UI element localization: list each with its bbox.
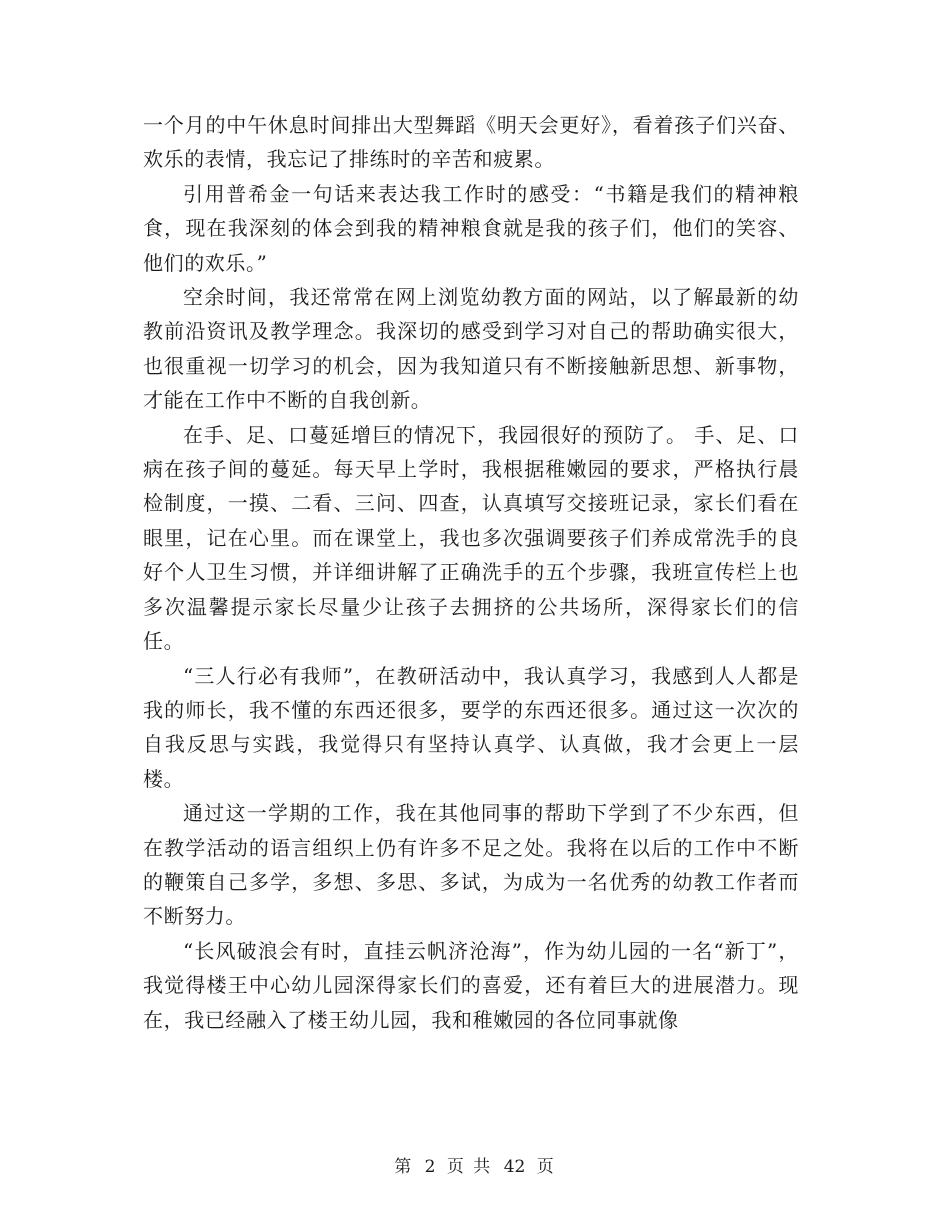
footer-page-number: 2 bbox=[424, 1157, 436, 1177]
document-body bbox=[143, 108, 799, 1037]
paragraph-2: 引用普希金一句话来表达我工作时的感受：“书籍是我们的精神粮食，现在我深刻的体会到我的精神粮食就是我的孩子们，他们的笑容、他们的欢乐。” bbox=[143, 181, 799, 275]
paragraph-7: “长风破浪会有时，直挂云帆济沧海”，作为幼儿园的一名“新丁”，我觉得楼王中心幼儿园深得家长们的喜爱，还有着巨大的进展潜力。现在，我已经融入了楼王幼儿园，我和稚嫩园的各位同事就像 bbox=[143, 938, 799, 1032]
paragraph-5: “三人行必有我师”，在教研活动中，我认真学习，我感到人人都是我的师长，我不懂的东西还很多，要学的东西还很多。通过这一次次的自我反思与实践，我觉得只有坚持认真学、认真做，我才会更上一层楼。 bbox=[143, 663, 799, 791]
footer-suffix: 页 bbox=[536, 1157, 556, 1177]
page-footer bbox=[0, 1152, 950, 1177]
paragraph-1: 一个月的中午休息时间排出大型舞蹈《明天会更好》，看着孩子们兴奋、欢乐的表情，我忘记了排练时的辛苦和疲累。 bbox=[143, 113, 799, 172]
footer-prefix: 第 bbox=[394, 1157, 414, 1177]
paragraph-3: 空余时间，我还常常在网上浏览幼教方面的网站，以了解最新的幼教前沿资讯及教学理念。我深切的感受到学习对自己的帮助确实很大，也很重视一切学习的机会，因为我知道只有不断接触新思想、新事物，才能在工作中不断的自我创新。 bbox=[143, 285, 799, 413]
paragraph-6: 通过这一学期的工作，我在其他同事的帮助下学到了不少东西，但在教学活动的语言组织上仍有许多不足之处。我将在以后的工作中不断的鞭策自己多学，多想、多思、多试，为成为一名优秀的幼教工作者而不断努力。 bbox=[143, 801, 799, 929]
footer-total-pages: 42 bbox=[503, 1157, 526, 1177]
paragraph-4: 在手、足、口蔓延增巨的情况下，我园很好的预防了。 手、足、口病在孩子间的蔓延。每天早上学时，我根据稚嫩园的要求，严格执行晨检制度，一摸、二看、三问、四查，认真填写交接班记录，家长们看在眼里，记在心里。而在课堂上，我也多次强调要孩子们养成常洗手的良好个人卫生习惯，并详细讲解了正确洗手的五个步骤，我班宣传栏上也多次温馨提示家长尽量少让孩子去拥挤的公共场所，深得家长们的信任。 bbox=[143, 422, 799, 654]
footer-middle: 页 共 bbox=[446, 1157, 493, 1177]
